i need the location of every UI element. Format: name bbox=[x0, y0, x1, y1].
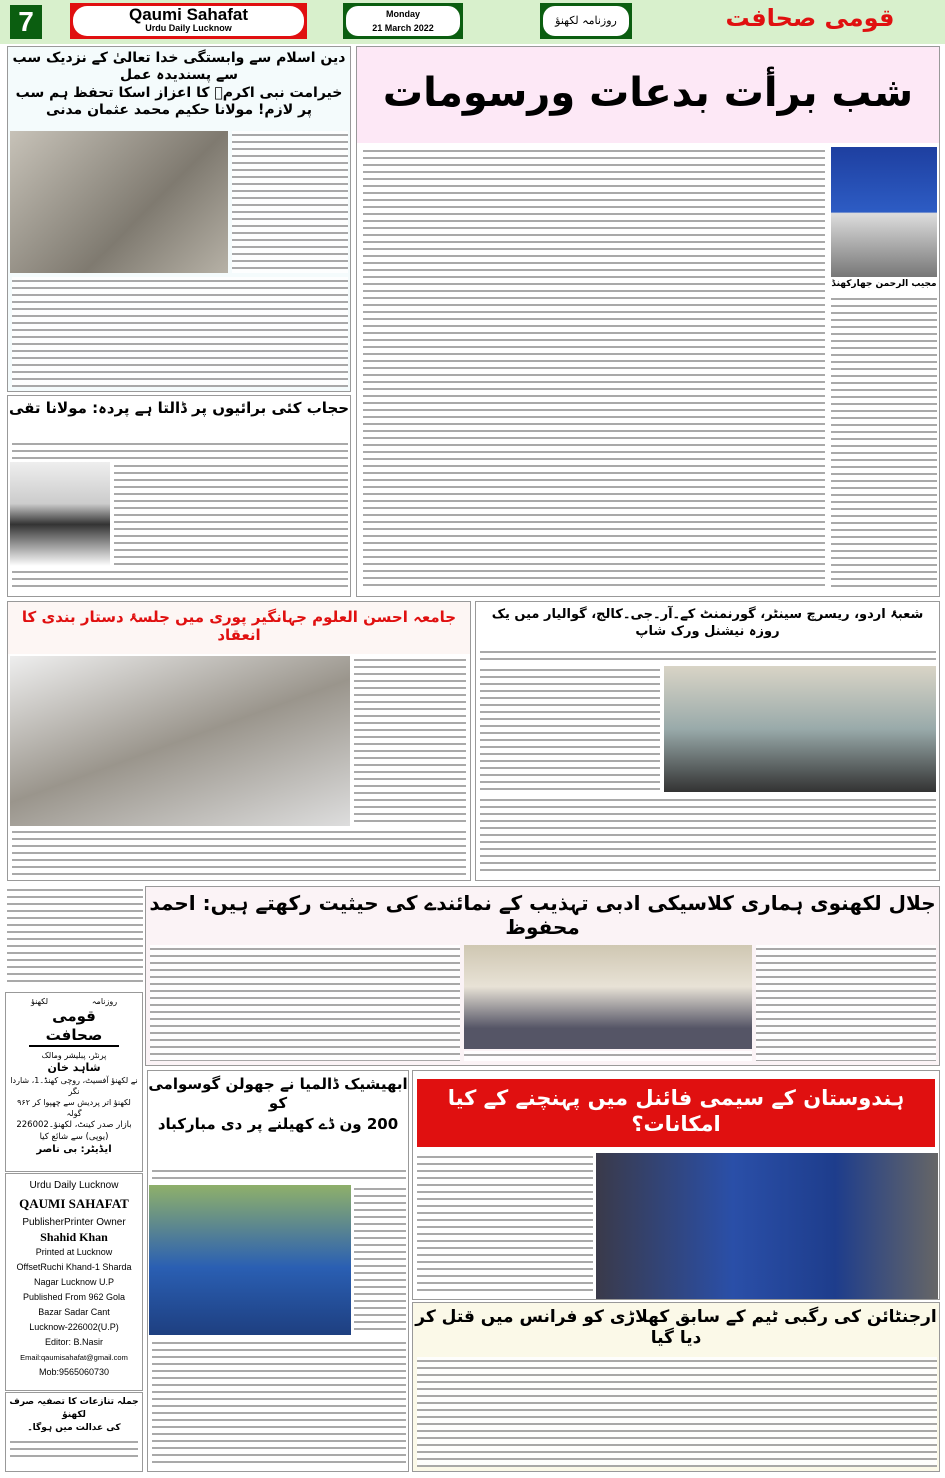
headline: ہندوستان کے سیمی فائنل میں پہنچنے کے کیا امکانات؟ bbox=[447, 1086, 905, 1136]
article-hijab bbox=[7, 395, 351, 597]
imprint-line: Editor: B.Nasir bbox=[44, 1337, 104, 1347]
headline: جلال لکھنوی ہماری کلاسیکی ادبی تہذیب کے نمائندے کی حیثیت رکھتے ہیں: احمد محفوظ bbox=[149, 891, 936, 939]
article-photo bbox=[464, 945, 752, 1049]
masthead-title: Qaumi Sahafat bbox=[128, 5, 249, 24]
article-dalmiya bbox=[147, 1070, 409, 1472]
article-text bbox=[354, 1185, 406, 1335]
address-line: بازار صدر کینٹ، لکھنؤ۔226002 bbox=[16, 1120, 132, 1130]
article-text bbox=[114, 462, 348, 566]
urdu-logo: قومی صحافت bbox=[725, 4, 895, 32]
legal-notice bbox=[5, 1392, 143, 1472]
editor: ایڈیٹر: بی ناصر bbox=[36, 1144, 112, 1155]
article-text bbox=[12, 277, 348, 387]
article-text bbox=[12, 828, 466, 876]
imprint-line: OffsetRuchi Khand-1 Sharda bbox=[16, 1262, 132, 1272]
imprint-line: Printed at Lucknow bbox=[35, 1247, 113, 1257]
article-shab-e-barat bbox=[356, 46, 940, 597]
imprint-line: Nagar Lucknow U.P bbox=[33, 1277, 115, 1287]
city: لکھنؤ bbox=[30, 997, 49, 1006]
imprint-title: QAUMI SAHAFAT bbox=[19, 1196, 129, 1211]
imprint-title: قومی صحافت bbox=[29, 1007, 119, 1047]
article-photo bbox=[831, 147, 937, 277]
masthead bbox=[70, 3, 307, 39]
roznama: روزنامہ bbox=[91, 997, 118, 1006]
notice-text bbox=[10, 1438, 138, 1458]
imprint-email: Email:qaumisahafat@gmail.com bbox=[20, 1353, 128, 1362]
article-text bbox=[152, 1339, 406, 1467]
headline: ارجنٹائن کی رگبی ٹیم کے سابق کھلاڑی کو فرانس میں قتل کر دیا گیا bbox=[415, 1307, 937, 1348]
article-workshop bbox=[475, 601, 940, 881]
headline: شعبۂ اردو، ریسرچ سینٹر، گورنمنٹ کے۔آر۔جی۔کالج، گوالیار میں یک روزہ نیشنل ورک شاپ bbox=[491, 607, 924, 639]
roznama-box bbox=[540, 3, 632, 39]
headline: دین اسلام سے وابستگی خدا تعالیٰ کے نزدیک سب سے پسندیدہ عمل bbox=[12, 50, 346, 83]
article-text bbox=[480, 796, 936, 876]
roznama-label: روزنامہ لکھنؤ bbox=[543, 6, 629, 36]
imprint-line: Lucknow-226002(U.P) bbox=[29, 1322, 119, 1332]
article-photo bbox=[10, 462, 110, 566]
article-text bbox=[417, 1357, 937, 1467]
notice-line: جملہ تنازعات کا تصفیہ صرف لکھنؤ bbox=[9, 1397, 139, 1420]
article-text bbox=[152, 1167, 406, 1183]
imprint-phone: Mob:9565060730 bbox=[38, 1367, 110, 1377]
headline: ابھیشیک ڈالمیا نے جھولن گوسوامی کو bbox=[148, 1075, 408, 1112]
headline: جامعہ احسن العلوم جہانگیر پوری میں جلسۂ دستار بندی کا انعقاد bbox=[8, 602, 470, 654]
imprint-line: Urdu Daily Lucknow bbox=[29, 1180, 119, 1191]
date-box bbox=[343, 3, 463, 39]
headline: حجاب کئی برائیوں پر ڈالتا ہے پردہ: مولانا تقی bbox=[8, 399, 350, 417]
article-deen bbox=[7, 46, 351, 392]
article-text bbox=[150, 945, 460, 1061]
article-text bbox=[480, 666, 660, 792]
article-photo bbox=[10, 131, 228, 273]
owner: شاہد خان bbox=[47, 1061, 101, 1074]
article-argentina bbox=[412, 1302, 940, 1472]
masthead-subtitle: Urdu Daily Lucknow bbox=[145, 23, 232, 33]
date: 21 March 2022 bbox=[372, 23, 434, 33]
article-text bbox=[417, 1153, 593, 1293]
imprint-urdu bbox=[5, 992, 143, 1172]
subheadline: خیرامت نبی اکرمؐ کا اعزاز اسکا تحفظ ہم سب پر لازم! مولانا حکیم محمد عثمان مدنی bbox=[15, 85, 343, 118]
article-text bbox=[480, 648, 936, 664]
imprint-line: Bazar Sadar Cant bbox=[38, 1307, 110, 1317]
day: Monday bbox=[385, 9, 420, 19]
notice-line: کی عدالت میں ہوگا۔ bbox=[27, 1423, 121, 1433]
article-photo bbox=[149, 1185, 351, 1335]
article-photo bbox=[664, 666, 936, 792]
address-line: (یوپی) سے شائع کیا bbox=[39, 1132, 109, 1142]
article-jalal bbox=[145, 886, 940, 1066]
imprint-owner: Shahid Khan bbox=[40, 1230, 108, 1244]
article-text bbox=[7, 886, 143, 984]
headline: شب برأت بدعات ورسومات bbox=[382, 70, 914, 116]
article-text bbox=[831, 295, 937, 591]
article-photo bbox=[596, 1153, 938, 1299]
photo-caption bbox=[464, 1051, 752, 1061]
page-number: 7 bbox=[10, 5, 42, 39]
article-india-semifinal bbox=[412, 1070, 940, 1300]
article-text bbox=[756, 945, 936, 1061]
address-line: لکھنؤ اتر پردیش سے چھپوا کر ۹۶۲ گولہ bbox=[17, 1098, 131, 1118]
article-text bbox=[354, 656, 466, 826]
article-jamia bbox=[7, 601, 471, 881]
imprint-english bbox=[5, 1173, 143, 1391]
photo-caption: مجیب الرحمن جھارکھنڈ bbox=[831, 279, 937, 289]
headline: 200 ون ڈے کھیلنے پر دی مبارکباد bbox=[157, 1115, 399, 1133]
article-text bbox=[12, 440, 348, 460]
article-text bbox=[363, 147, 825, 591]
imprint-line: Published From 962 Gola bbox=[22, 1292, 126, 1302]
role: پرنٹر، پبلیشر ومالک bbox=[41, 1051, 107, 1060]
address-line: نے لکھنؤ آفسیٹ، روچی کھنڈ۔1، شاردا نگر bbox=[10, 1076, 138, 1096]
article-photo bbox=[10, 656, 350, 826]
imprint-line: PublisherPrinter Owner bbox=[22, 1217, 126, 1228]
article-text bbox=[232, 131, 348, 273]
article-text bbox=[12, 568, 348, 592]
